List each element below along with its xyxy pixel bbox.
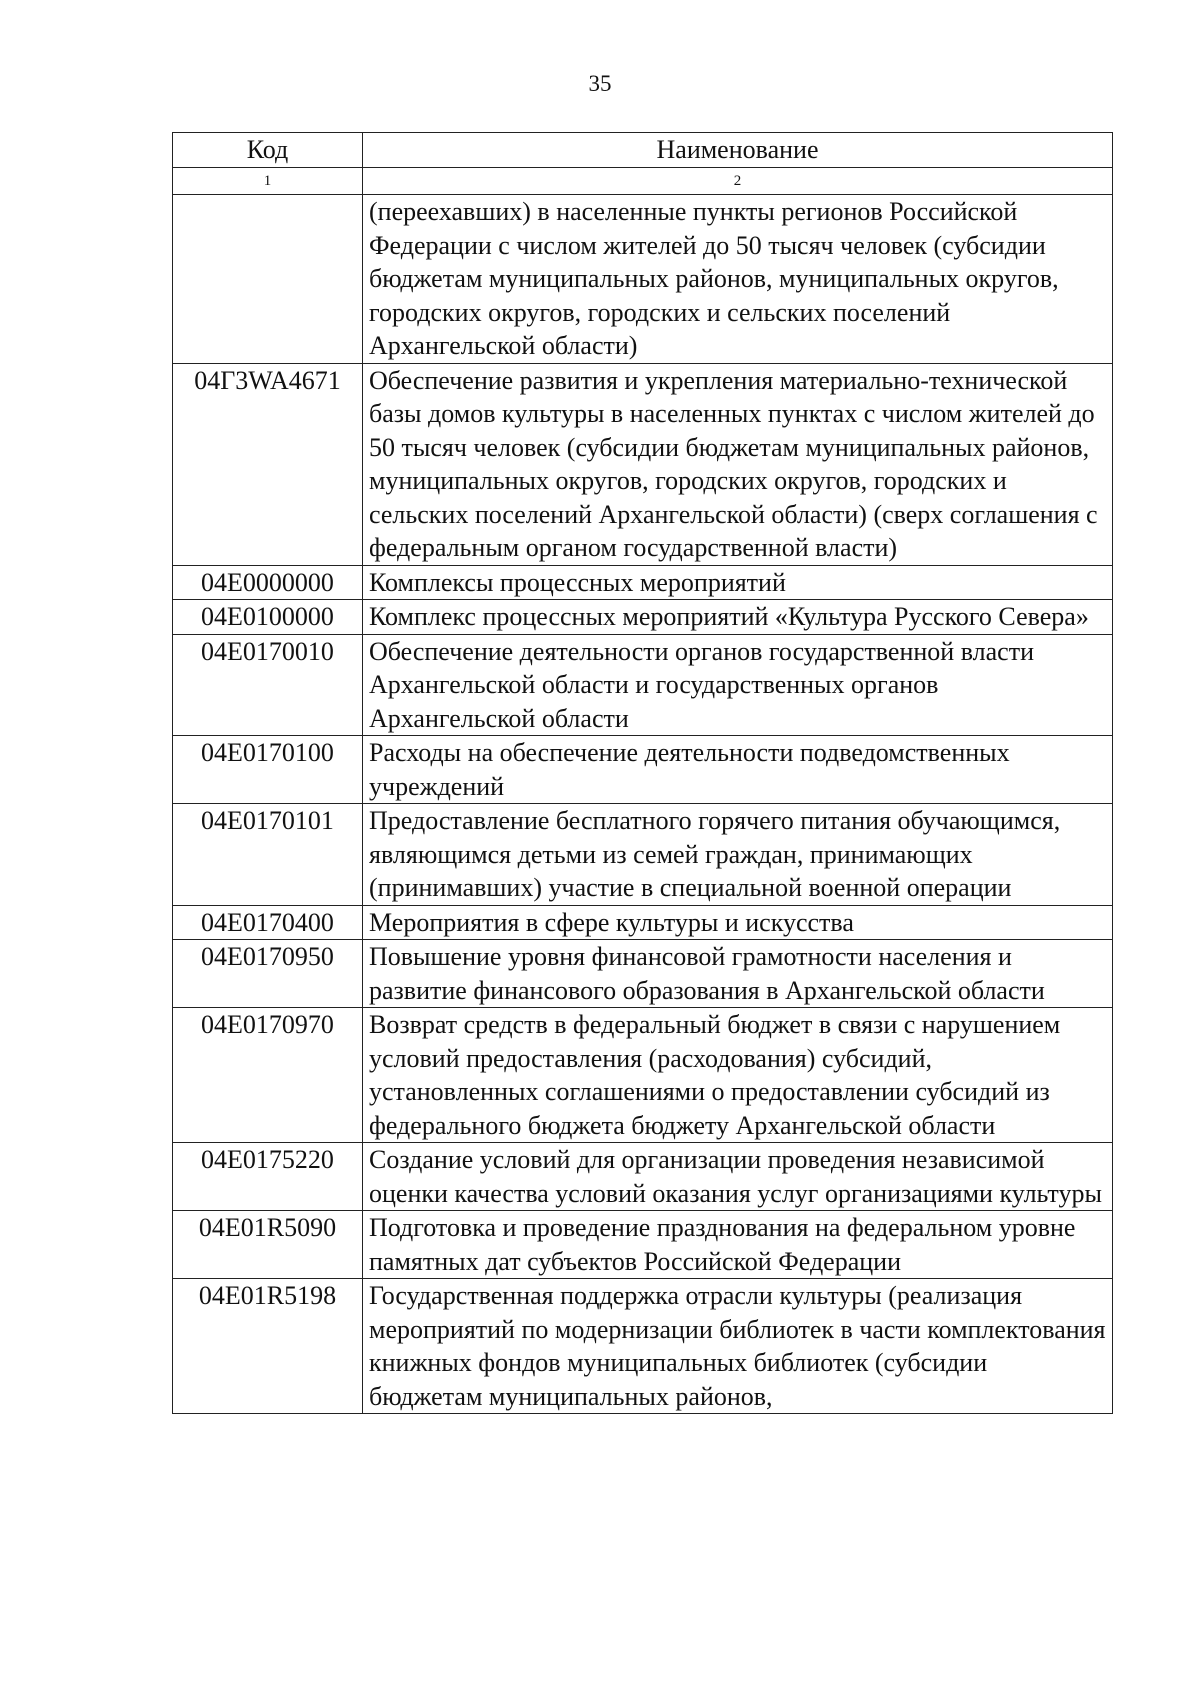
- row-code: 04Е0100000: [173, 600, 363, 635]
- row-name: Обеспечение деятельности органов государственной власти Архангельской области и государственных органов Архангельской области: [363, 634, 1113, 736]
- table-row: [173, 565, 1113, 600]
- table-row: [173, 1008, 1113, 1143]
- table-row: [173, 1279, 1113, 1414]
- table-row: [173, 940, 1113, 1008]
- table-row: [173, 600, 1113, 635]
- row-name: (переехавших) в населенные пункты регионов Российской Федерации с числом жителей до 50 тысяч человек (субсидии бюджетам муниципальных районов, муниципальных округов, городских округов, городских и сельских поселений Архангельской области): [363, 195, 1113, 364]
- table-row: [173, 1211, 1113, 1279]
- row-name: Комплексы процессных мероприятий: [363, 565, 1113, 600]
- row-code: 04Г3WA4671: [173, 363, 363, 565]
- row-name: Комплекс процессных мероприятий «Культура Русского Севера»: [363, 600, 1113, 635]
- row-name: Расходы на обеспечение деятельности подведомственных учреждений: [363, 736, 1113, 804]
- row-code: 04Е0000000: [173, 565, 363, 600]
- row-code: [173, 195, 363, 364]
- row-code: 04Е0170100: [173, 736, 363, 804]
- row-name: Создание условий для организации проведения независимой оценки качества условий оказания услуг организациями культуры: [363, 1143, 1113, 1211]
- row-code: 04Е01R5198: [173, 1279, 363, 1414]
- row-name: Возврат средств в федеральный бюджет в связи с нарушением условий предоставления (расходования) субсидий, установленных соглашениями о предоставлении субсидий из федерального бюджета бюджету Архангельской области: [363, 1008, 1113, 1143]
- table-header-row: [173, 133, 1113, 168]
- row-name: Подготовка и проведение празднования на федеральном уровне памятных дат субъектов Российской Федерации: [363, 1211, 1113, 1279]
- header-code: Код: [173, 133, 363, 168]
- row-code: 04Е0170101: [173, 804, 363, 906]
- header-name: Наименование: [363, 133, 1113, 168]
- row-name: Предоставление бесплатного горячего питания обучающимся, являющимся детьми из семей граждан, принимающих (принимавших) участие в специальной военной операции: [363, 804, 1113, 906]
- page-number: 35: [588, 71, 612, 96]
- row-code: 04Е0170950: [173, 940, 363, 1008]
- row-code: 04Е0170970: [173, 1008, 363, 1143]
- table-row: [173, 736, 1113, 804]
- table-row: [173, 195, 1113, 364]
- table-row: [173, 905, 1113, 940]
- row-name: Обеспечение развития и укрепления материально-технической базы домов культуры в населенных пунктах с числом жителей до 50 тысяч человек (субсидии бюджетам муниципальных районов, муниципальных округов, городских округов, городских и сельских поселений Архангельской области) (сверх соглашения с федеральным органом государственной власти): [363, 363, 1113, 565]
- table-row: [173, 634, 1113, 736]
- budget-codes-table: [172, 132, 1113, 1414]
- column-number-2: 2: [363, 168, 1113, 195]
- column-number-row: [173, 168, 1113, 195]
- table-row: [173, 804, 1113, 906]
- row-name: Повышение уровня финансовой грамотности населения и развитие финансового образования в Архангельской области: [363, 940, 1113, 1008]
- table-row: [173, 1143, 1113, 1211]
- table-row: [173, 363, 1113, 565]
- column-number-1: 1: [173, 168, 363, 195]
- row-name: Мероприятия в сфере культуры и искусства: [363, 905, 1113, 940]
- row-name: Государственная поддержка отрасли культуры (реализация мероприятий по модернизации библиотек в части комплектования книжных фондов муниципальных библиотек (субсидии бюджетам муниципальных районов,: [363, 1279, 1113, 1414]
- row-code: 04Е01R5090: [173, 1211, 363, 1279]
- row-code: 04Е0170010: [173, 634, 363, 736]
- row-code: 04Е0175220: [173, 1143, 363, 1211]
- row-code: 04Е0170400: [173, 905, 363, 940]
